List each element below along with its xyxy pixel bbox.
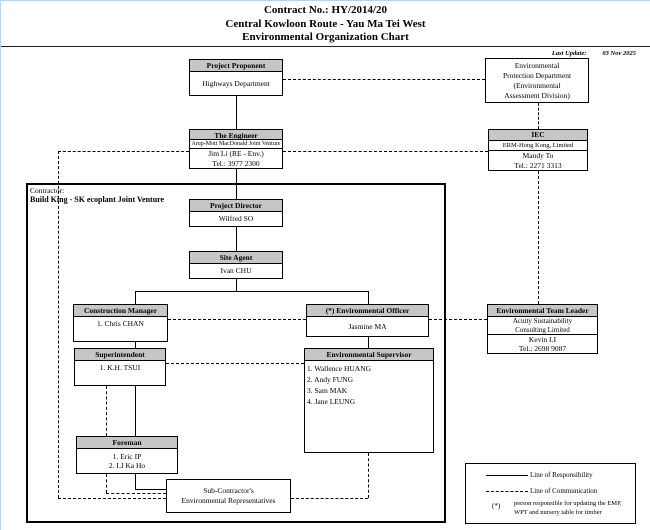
- box-epd-line: (Environmental: [513, 80, 561, 90]
- box-engineer-subheader: Arup-Mott MacDonald Joint Venture: [191, 141, 281, 148]
- box-epd: [485, 58, 589, 103]
- last-update-value: 03 Nov 2025: [602, 50, 636, 57]
- box-iec-line: Tel.: 2271 3313: [514, 160, 562, 170]
- box-es-line: 3. Sam MAK: [307, 386, 348, 395]
- contractor-frame-label: [30, 186, 164, 204]
- contractor-label: Contractor:: [30, 186, 65, 195]
- box-project-director: [189, 199, 283, 227]
- box-superintendent-line: 1. K.H. TSUI: [99, 363, 141, 372]
- commline-engineer-left-stub: [58, 151, 189, 152]
- last-update-label: Last Update:: [551, 50, 587, 57]
- box-foreman-header: Foreman: [77, 437, 177, 449]
- box-site-agent: [189, 251, 283, 279]
- box-project-director-header: Project Director: [190, 200, 282, 212]
- box-foreman-line: 1. Eric IP: [112, 451, 142, 461]
- box-engineer-line: Tel.: 3977 2300: [212, 158, 260, 168]
- contractor-name: Build King - SK ecoplant Joint Venture: [30, 195, 165, 204]
- box-epd-line: Environmental: [514, 60, 560, 70]
- commline-superintendent-foreman: [106, 386, 107, 436]
- box-etl-line: Kevin LI: [528, 335, 557, 344]
- box-subcontractor-line: Sub-Contractor's: [203, 486, 254, 495]
- commline-superintendent-es: [166, 363, 304, 364]
- box-engineer-line: Jim Li (RE - Env.): [208, 149, 264, 158]
- line-superintendent-foreman: [135, 386, 136, 436]
- box-engineer: [189, 129, 283, 169]
- legend-solid-line-sample: [486, 475, 528, 476]
- box-es-line: 1. Wallence HUANG: [307, 364, 372, 373]
- commline-es-subcontractor-stem: [368, 453, 369, 498]
- line-proponent-engineer: [236, 96, 237, 129]
- box-environmental-supervisor-header: Environmental Supervisor: [305, 349, 433, 361]
- line-branch-to-environmental-officer: [368, 291, 369, 304]
- contract-number: Contract No.: HY/2014/20: [263, 4, 388, 16]
- box-iec-line: Mandy To: [522, 151, 554, 160]
- legend-communication-label: Line of Communication: [530, 487, 598, 495]
- box-environmental-officer-header: (*) Environmental Officer: [307, 305, 428, 317]
- box-superintendent: [74, 348, 166, 386]
- box-superintendent-header: Superintendent: [75, 349, 165, 361]
- box-construction-manager-header: Construction Manager: [74, 305, 167, 317]
- box-environmental-supervisor: [304, 348, 434, 453]
- page-title: [1, 4, 650, 45]
- box-iec-subheader: ERM-Hong Kong, Limited: [489, 141, 587, 151]
- legend-asterisk: (*): [492, 502, 501, 510]
- box-etl-company-line: Acuity Sustainability: [512, 316, 573, 325]
- commline-eo-team-leader: [429, 319, 487, 320]
- commline-left-to-subcontractor: [58, 498, 166, 499]
- commline-proponent-epd: [283, 79, 485, 80]
- commline-epd-iec: [538, 103, 539, 129]
- box-subcontractor: [166, 479, 291, 513]
- box-iec: [488, 129, 588, 171]
- line-eo-environmental-supervisor: [368, 337, 369, 348]
- header-divider: [1, 46, 650, 47]
- line-site-agent-branch-stem: [236, 279, 237, 291]
- box-etl-company-line: Consulting Limited: [515, 325, 570, 334]
- box-es-line: 2. Andy FUNG: [307, 375, 354, 384]
- box-construction-manager: [73, 304, 168, 342]
- commline-foreman-subcontractor-stem: [106, 474, 107, 493]
- box-iec-header: IEC: [489, 130, 587, 141]
- project-name: Central Kowloon Route - Yau Ma Tei West: [225, 17, 426, 30]
- commline-iec-team-leader: [538, 171, 539, 304]
- commline-foreman-subcontractor: [106, 493, 166, 494]
- box-etl-line: Tel.: 2698 9087: [518, 344, 567, 353]
- last-update: [552, 50, 636, 57]
- commline-engineer-iec: [283, 151, 488, 152]
- box-environmental-team-leader-header: Environmental Team Leader: [488, 305, 597, 317]
- box-project-proponent-line: Highways Department: [202, 78, 270, 88]
- commline-es-subcontractor: [291, 498, 368, 499]
- box-foreman-line: 2. LI Ka Ho: [108, 461, 146, 470]
- box-construction-manager-line: 1. Chris CHAN: [97, 319, 144, 328]
- line-foreman-subcontractor: [135, 489, 166, 490]
- box-site-agent-header: Site Agent: [190, 252, 282, 264]
- box-epd-line: Protection Department: [502, 70, 572, 80]
- box-environmental-officer-line: Jasmine MA: [348, 321, 387, 331]
- box-site-agent-line: Ivan CHU: [220, 266, 252, 276]
- legend-dashed-line-sample: [486, 491, 528, 492]
- box-project-proponent: [189, 59, 283, 96]
- box-es-line: 4. Jane LEUNG: [307, 397, 356, 406]
- box-project-director-line: Wilfred SO: [218, 214, 254, 224]
- chart-title: Environmental Organization Chart: [242, 31, 409, 43]
- legend-box: [465, 463, 636, 524]
- box-subcontractor-line: Environmental Representatives: [181, 496, 276, 505]
- commline-left-vertical: [58, 151, 59, 498]
- box-epd-line: Assessment Division): [504, 90, 570, 100]
- commline-cm-eo: [168, 319, 306, 320]
- box-environmental-team-leader: [487, 304, 598, 354]
- line-engineer-project-director: [236, 169, 237, 199]
- line-branch-horizontal: [135, 291, 369, 292]
- box-engineer-header: The Engineer: [190, 130, 282, 140]
- box-environmental-officer: [306, 304, 429, 337]
- line-foreman-subcontractor-stem: [135, 474, 136, 489]
- box-foreman: [76, 436, 178, 474]
- box-project-proponent-header: Project Proponent: [190, 60, 282, 72]
- legend-responsibility-label: Line of Responsibility: [530, 471, 593, 479]
- line-project-director-site-agent: [236, 227, 237, 251]
- legend-asterisk-note: person responsible for updating the EMP, WPT and nursery table for timber: [514, 500, 622, 516]
- line-branch-to-construction-manager: [135, 291, 136, 304]
